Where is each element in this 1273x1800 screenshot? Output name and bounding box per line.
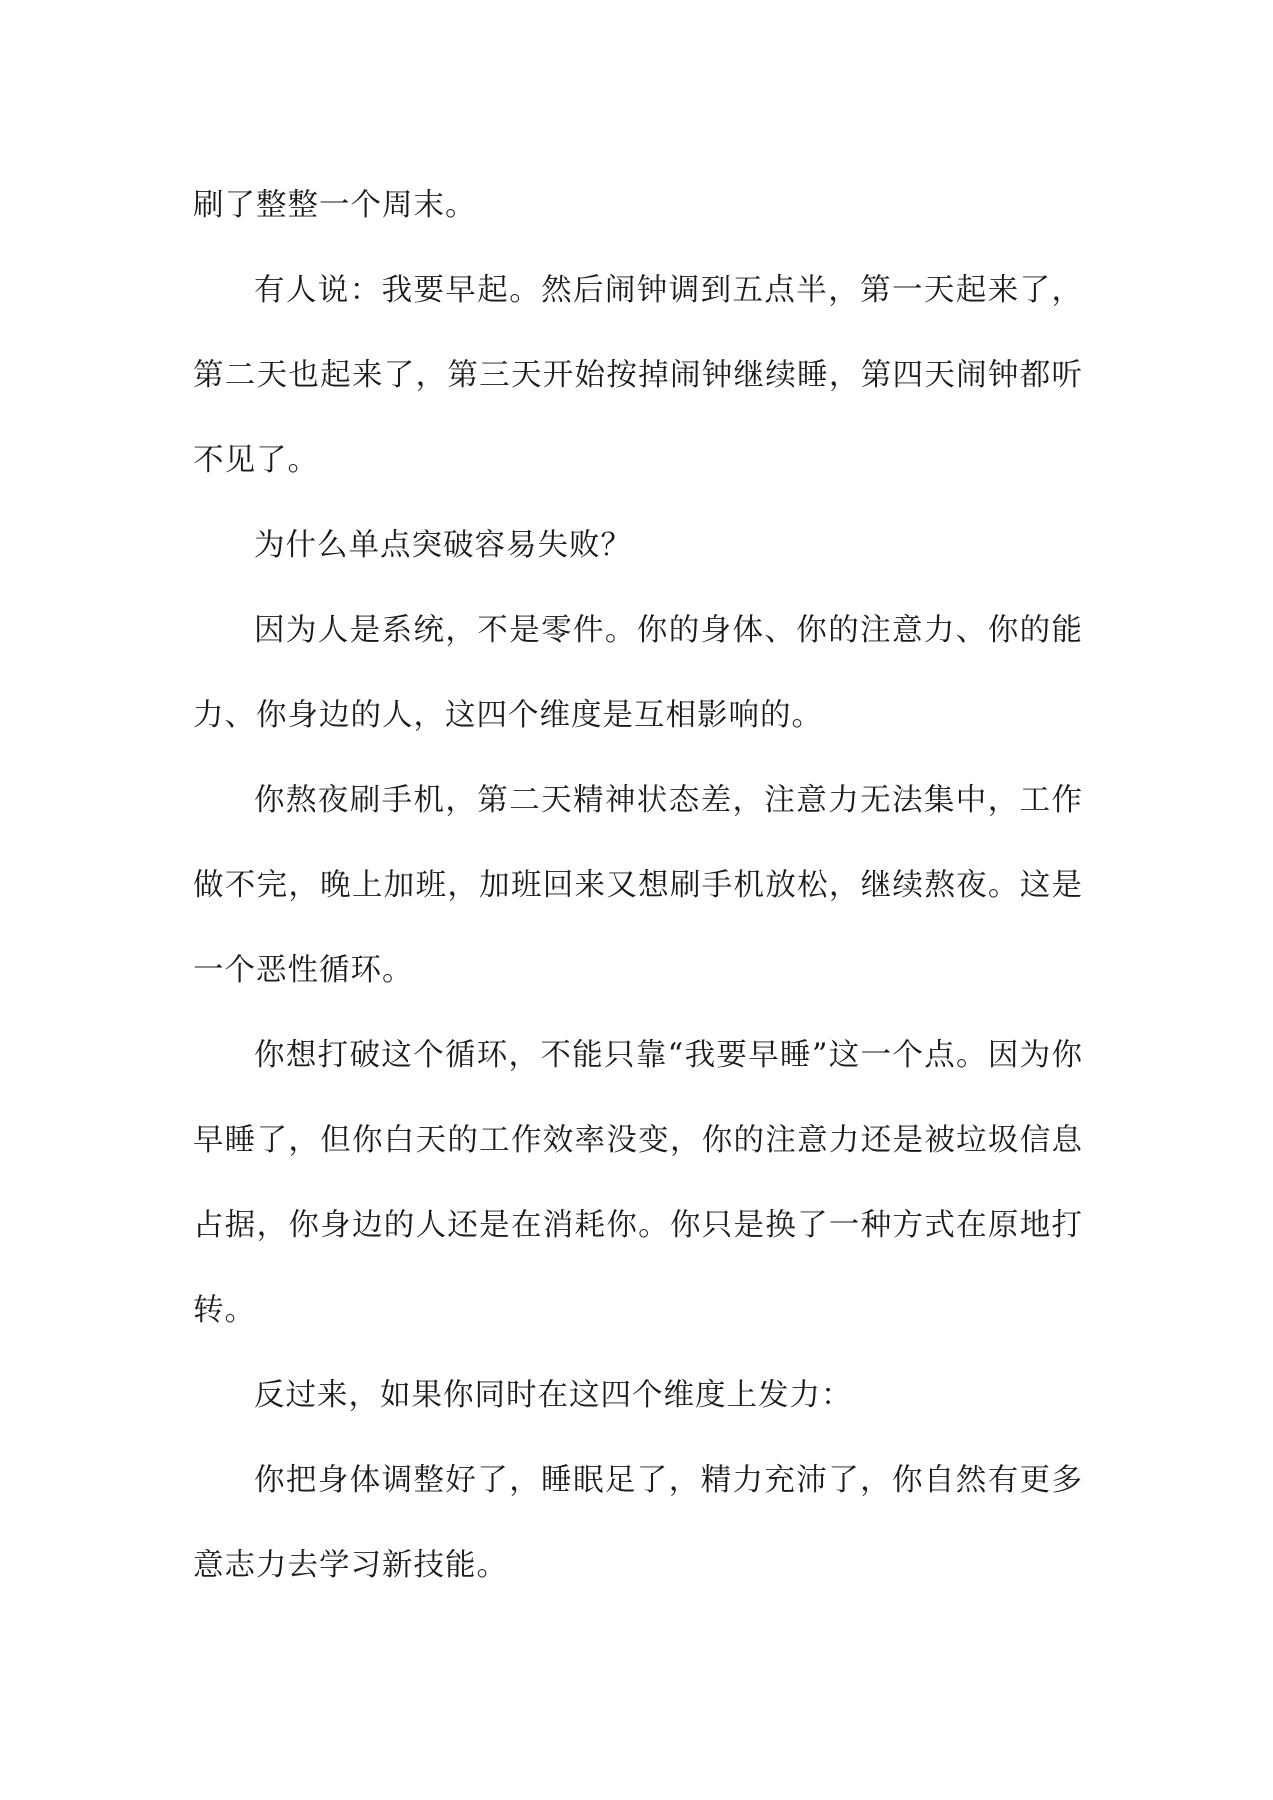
paragraph-break-cycle: 你想打破这个循环，不能只靠“我要早睡”这一个点。因为你早睡了，但你白天的工作效率没变，你的注意力还是被垃圾信息占据，你身边的人还是在消耗你。你只是换了一种方式在原地打转。 [193,1038,1083,1328]
paragraph-question: 为什么单点突破容易失败？ [254,528,632,563]
document-body [193,163,1083,1608]
paragraph-vicious-cycle: 你熬夜刷手机，第二天精神状态差，注意力无法集中，工作做不完，晚上加班，加班回来又想刷手机放松，继续熬夜。这是一个恶性循环。 [193,783,1083,988]
paragraph-body-adjust: 你把身体调整好了，睡眠足了，精力充沛了，你自然有更多意志力去学习新技能。 [193,1463,1083,1583]
paragraph-early-rising: 有人说：我要早起。然后闹钟调到五点半，第一天起来了，第二天也起来了，第三天开始按掉闹钟继续睡，第四天闹钟都听不见了。 [193,273,1083,478]
paragraph-conversely: 反过来，如果你同时在这四个维度上发力： [254,1378,853,1413]
paragraph-system: 因为人是系统，不是零件。你的身体、你的注意力、你的能力、你身边的人，这四个维度是互相影响的。 [193,613,1083,733]
paragraph-continuation: 刷了整整一个周末。 [193,188,477,223]
